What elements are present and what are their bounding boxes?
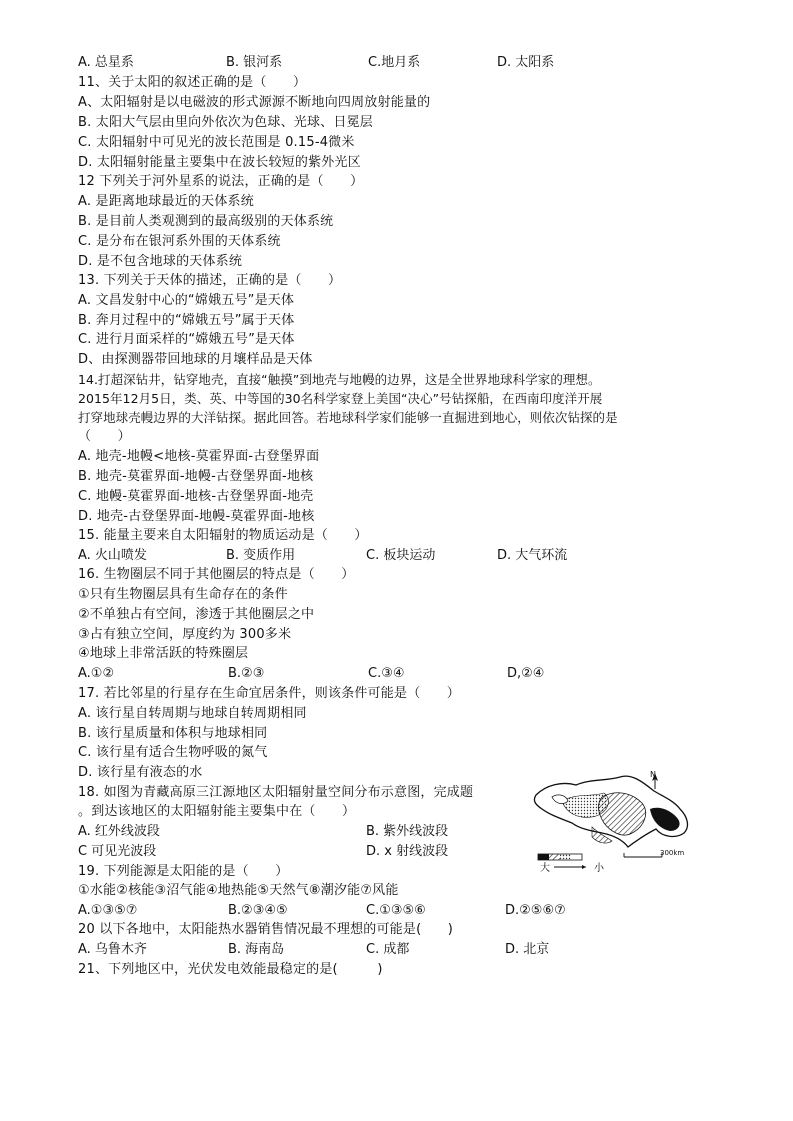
q17-stem: 17. 若比邻星的行星存在生命宜居条件，则该条件可能是（ ） [78,686,461,701]
q11-option-a: A、太阳辐射是以电磁波的形式源源不断地向四周放射能量的 [78,95,431,110]
q11-option-d: D. 太阳辐射能量主要集中在波长较短的紫外光区 [78,155,361,170]
q10-option-b: B. 银河系 [226,55,283,70]
sanjiangyuan-radiation-map [532,767,694,877]
q17-option-a: A. 该行星自转周期与地球自转周期相同 [78,706,307,721]
q14-stem-line3: 打穿地球壳幔边界的大洋钻探。据此回答。若地球科学家们能够一直掘进到地心，则依次钻探的是 [78,410,618,425]
q18-stem-line2: 。到达该地区的太阳辐射能主要集中在（ ） [78,804,356,819]
q16-option-b: B.②③ [228,666,265,681]
q16-stem: 16. 生物圈层不同于其他圈层的特点是（ ） [78,567,355,582]
q16-option-a: A.①② [78,666,115,681]
q21-stem: 21、下列地区中，光伏发电效能最稳定的是( ) [78,962,383,977]
q13-option-c: C. 进行月面采样的“嫦娥五号”是天体 [78,332,295,347]
q20-option-b: B. 海南岛 [228,942,285,957]
q14-stem-line1: 14.打超深钻井，钻穿地壳，直接“触摸”到地壳与地幔的边界，这是全世界地球科学家的理想。 [78,372,601,387]
q10-option-a: A. 总星系 [78,55,134,70]
q17-option-c: C. 该行星有适合生物呼吸的氮气 [78,745,268,760]
q14-option-c: C. 地幔-莫霍界面-地核-古登堡界面-地壳 [78,489,314,504]
q16-option-d: D,②④ [507,666,545,681]
q10-option-d: D. 太阳系 [497,55,555,70]
q13-option-d: D、由探测器带回地球的月壤样品是天体 [78,352,313,367]
q13-stem: 13. 下列关于天体的描述，正确的是（ ） [78,273,342,288]
q18-option-d: D. x 射线波段 [366,844,449,859]
q17-option-d: D. 该行星有液态的水 [78,765,203,780]
q14-stem-line4: （ ） [78,429,131,444]
q15-option-b: B. 变质作用 [226,548,296,563]
q20-option-a: A. 乌鲁木齐 [78,942,147,957]
q18-stem-line1: 18. 如图为青藏高原三江源地区太阳辐射量空间分布示意图，完成题 [78,785,474,800]
legend-low-label: 小 [594,863,604,874]
q12-option-a: A. 是距离地球最近的天体系统 [78,194,254,209]
q12-stem: 12 下列关于河外星系的说法，正确的是（ ） [78,174,364,189]
q18-option-b: B. 紫外线波段 [366,824,449,839]
q12-option-c: C. 是分布在银河系外围的天体系统 [78,234,281,249]
q19-option-c: C.①③⑤⑥ [366,903,426,918]
legend-high-label: 大 [540,863,550,874]
north-label: N [650,770,656,779]
q10-option-c: C.地月系 [368,55,421,70]
q16-statement-3: ③占有独立空间，厚度约为 300多米 [78,627,292,642]
q16-statement-1: ①只有生物圈层具有生命存在的条件 [78,587,288,602]
q15-option-a: A. 火山喷发 [78,548,147,563]
q19-option-b: B.②③④⑤ [228,903,288,918]
q16-statement-2: ②不单独占有空间，渗透于其他圈层之中 [78,607,315,622]
q11-option-b: B. 太阳大气层由里向外依次为色球、光球、日冕层 [78,115,373,130]
q19-option-a: A.①③⑤⑦ [78,903,138,918]
q15-option-d: D. 大气环流 [497,548,568,563]
q16-statement-4: ④地球上非常活跃的特殊圈层 [78,646,249,661]
scale-label: 300km [660,849,685,857]
region-outline [534,776,687,847]
q14-option-d: D. 地壳-古登堡界面-地幔-莫霍界面-地核 [78,509,315,524]
q18-option-c: C 可见光波段 [78,844,157,859]
q16-option-c: C.③④ [368,666,405,681]
q14-option-a: A. 地壳-地幔<地核-莫霍界面-古登堡界面 [78,449,320,464]
q12-option-b: B. 是目前人类观测到的最高级别的天体系统 [78,214,334,229]
q20-option-c: C. 成都 [366,942,410,957]
q13-option-b: B. 奔月过程中的“嫦娥五号”属于天体 [78,313,295,328]
q15-stem: 15. 能量主要来自太阳辐射的物质运动是（ ） [78,528,368,543]
q11-stem: 11、关于太阳的叙述正确的是（ ） [78,75,307,90]
q14-stem-line2: 2015年12月5日，类、英、中等国的30名科学家登上美国“决心”号钻探船，在西南印度洋开展 [78,391,603,406]
q14-option-b: B. 地壳-莫霍界面-地幔-古登堡界面-地核 [78,469,314,484]
q17-option-b: B. 该行星质量和体积与地球相同 [78,726,268,741]
q13-option-a: A. 文昌发射中心的“嫦娥五号”是天体 [78,293,295,308]
q19-items: ①水能②核能③沼气能④地热能⑤天然气⑧潮汐能⑦风能 [78,883,399,898]
q20-stem: 20 以下各地中，太阳能热水器销售情况最不理想的可能是( ) [78,922,454,937]
q12-option-d: D. 是不包含地球的天体系统 [78,254,243,269]
scale-bar [624,853,662,857]
q19-option-d: D.②⑤⑥⑦ [505,903,566,918]
q11-option-c: C. 太阳辐射中可见光的波长范围是 0.15-4微米 [78,135,355,150]
q18-option-a: A. 红外线波段 [78,824,160,839]
q15-option-c: C. 板块运动 [366,548,436,563]
q20-option-d: D. 北京 [505,942,550,957]
q19-stem: 19. 下列能源是太阳能的是（ ） [78,864,289,879]
